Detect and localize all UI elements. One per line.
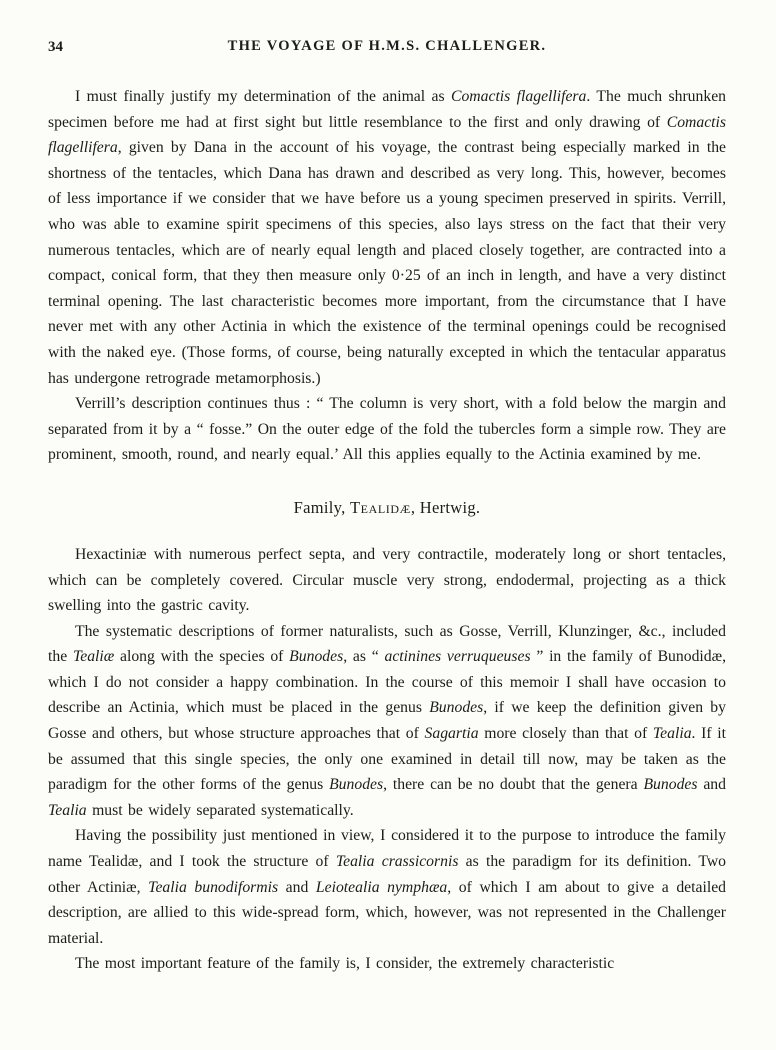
italic-text-run: Bunodes bbox=[429, 699, 484, 717]
page-header bbox=[48, 38, 726, 60]
text-run: , of which I am about to give a detailed description, are allied to this wide-spread form, which, however, was not represented in the Challenger material. bbox=[48, 878, 726, 947]
italic-text-run: actinines verruqueuses bbox=[384, 648, 531, 666]
text-run: along with the species of bbox=[114, 648, 290, 666]
text-run: Having the possibility just mentioned in view, I considered it to the purpose to introduce the family name Tealidæ, and I took the structure of bbox=[48, 827, 726, 871]
text-run: more closely than that of bbox=[478, 725, 653, 743]
text-run: Hexactiniæ with numerous perfect septa, and very contractile, moderately long or short tentacles, which can be completely covered. Circular muscle very strong, endodermal, projecting as a thick swelling into the gastric cavity. bbox=[48, 545, 726, 615]
text-run: , as “ bbox=[343, 648, 385, 666]
text-run: Family, bbox=[293, 497, 350, 517]
paragraph bbox=[48, 542, 726, 619]
page-body bbox=[48, 84, 726, 977]
italic-text-run: Tealia bbox=[48, 801, 87, 819]
italic-text-run: Sagartia bbox=[424, 725, 479, 743]
text-run: and bbox=[278, 878, 316, 896]
text-run: , Hertwig. bbox=[410, 497, 481, 517]
paragraph bbox=[48, 391, 726, 468]
smallcaps-text-run: Tealidæ bbox=[349, 497, 411, 517]
italic-text-run: Bunodes bbox=[289, 648, 344, 666]
paragraph bbox=[48, 823, 726, 951]
italic-text-run: Bunodes bbox=[643, 776, 698, 794]
text-run: ” in the family of Bunodidæ, which I do not consider a happy combination. In the course of this memoir I shall have occasion to describe an Actinia, which must be placed in the genus bbox=[48, 648, 726, 717]
text-run: . The much shrunken specimen before me had at first sight but little resemblance to the first and only drawing of bbox=[48, 88, 726, 131]
italic-text-run: Tealia crassicornis bbox=[335, 853, 459, 871]
italic-text-run: Tealia bbox=[652, 725, 692, 743]
text-run: and bbox=[697, 776, 726, 794]
italic-text-run: Tealiæ bbox=[72, 648, 115, 666]
page-number: 34 bbox=[48, 39, 63, 55]
italic-text-run: Comactis flagellifera bbox=[451, 88, 587, 105]
italic-text-run: Comactis flagellifera bbox=[48, 113, 726, 157]
text-run: , there can be no doubt that the genera bbox=[383, 776, 644, 794]
paragraph bbox=[48, 619, 726, 824]
text-run: , if we keep the definition given by Gosse and others, but whose structure approaches that of bbox=[48, 699, 726, 743]
text-run: as the paradigm for its definition. Two other Actiniæ, bbox=[48, 853, 726, 896]
text-run: Verrill’s description continues thus : “ The column is very short, with a fold below the margin and separated from it by a “ fosse.” On the outer edge of the fold the tubercles form a simple row. They are prominent, smooth, round, and nearly equal.’ All this applies equally to the Actinia examined by me. bbox=[48, 395, 726, 464]
text-run: , given by Dana in the account of his voyage, the contrast being especially marked in the shortness of the tentacles, which Dana has drawn and described as very long. This, however, becomes of less importance if we consider that we have before us a young specimen preserved in spirits. Verrill, who was able to examine spirit specimens of this species, also lays stress on the fact that their very numerous tentacles, which are of nearly equal length and placed closely together, are contracted into a compact, conical form, that they then measure only 0·25 of an inch in length, and have a very distinct terminal opening. The last characteristic becomes more important, from the circumstance that I have never met with any other Actinia in which the existence of the terminal openings could be recognised with the naked eye. (Those forms, of course, being naturally excepted in which the tentacular apparatus has undergone retrograde metamorphosis.) bbox=[48, 139, 726, 387]
text-run: . If it be assumed that this single species, the only one examined in detail till now, may be taken as the paradigm for the other forms of the genus bbox=[48, 725, 726, 794]
paragraph bbox=[48, 951, 726, 977]
text-run: The systematic descriptions of former naturalists, such as Gosse, Verrill, Klunzinger, &c., included the bbox=[48, 622, 726, 666]
running-title: THE VOYAGE OF H.M.S. CHALLENGER. bbox=[227, 38, 547, 54]
paragraph bbox=[48, 84, 726, 391]
text-run: I must finally justify my determination of the animal as bbox=[75, 88, 451, 105]
text-run: The most important feature of the family is, I consider, the extremely characteristic bbox=[75, 955, 615, 973]
italic-text-run: Bunodes bbox=[329, 776, 384, 794]
italic-text-run: Tealia bunodiformis bbox=[148, 878, 279, 896]
text-run: must be widely separated systematically. bbox=[86, 801, 354, 819]
section-heading bbox=[48, 498, 726, 518]
italic-text-run: Leiotealia nymphæa bbox=[315, 878, 448, 896]
